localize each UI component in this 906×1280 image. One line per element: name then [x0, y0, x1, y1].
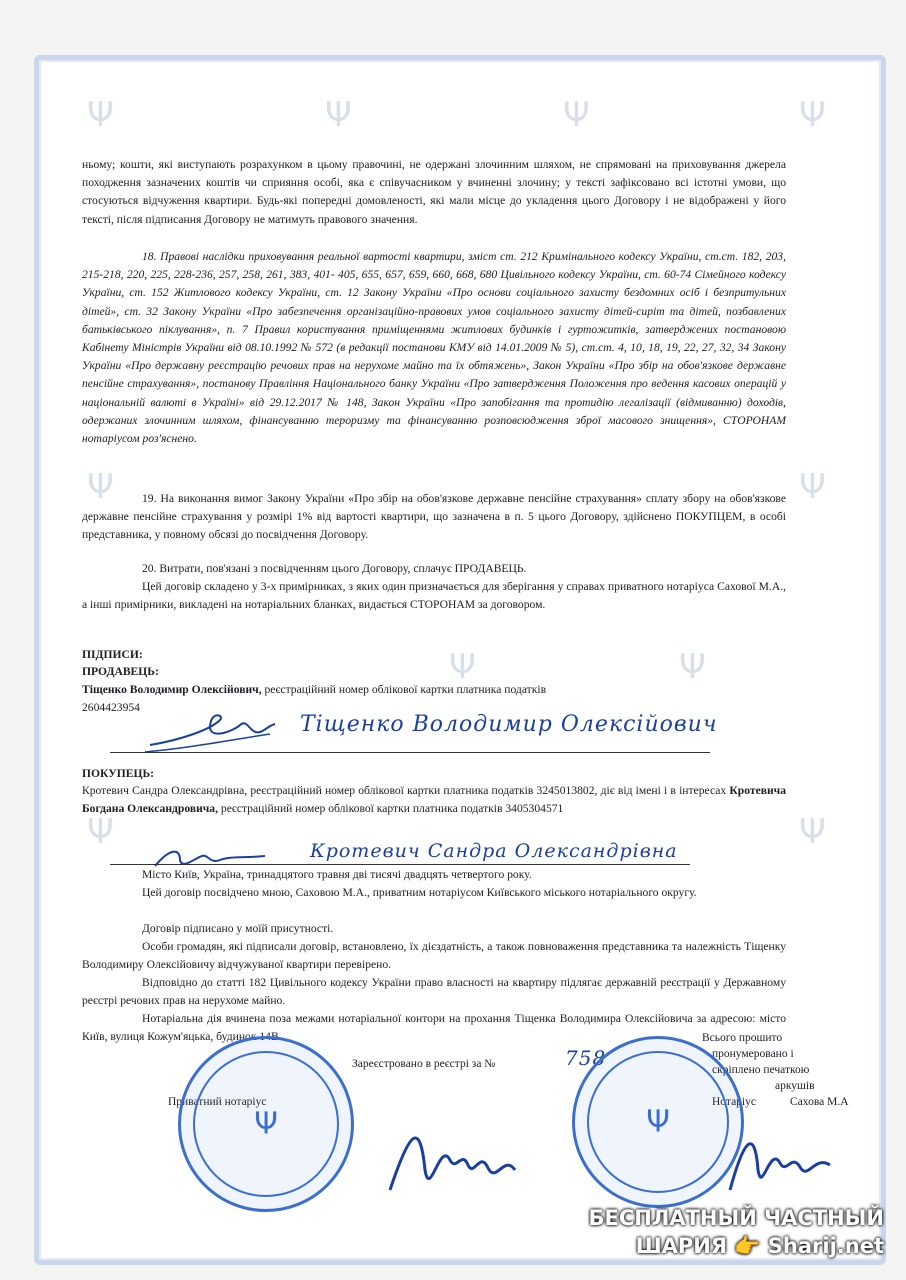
- seller-tax-number: 2604423954: [82, 701, 140, 714]
- trident-watermark-icon: Ψ: [87, 812, 114, 852]
- trident-watermark-icon: Ψ: [679, 647, 706, 687]
- notary-identities-verified: Особи громадян, які підписали договір, встановлено, їх дієздатність, а також повноваження представника та належність Тіщенку Володимиру Олексійовичу відчужуваної квартири перевірено.: [82, 940, 786, 972]
- paragraph-19: 19. На виконання вимог Закону України «Про збір на обов'язкове державне пенсійне страхування» сплату збору на обов'язкове державне пенсійне страхування у розмірі 1% від вартості квартири, що зазначена в п. 5 цього Договору, здійснено ПОКУПЦЕМ, в особі представника, у повному обсязі до посвідчення Договору.: [82, 492, 786, 542]
- signatures-heading: ПІДПИСИ:: [82, 648, 143, 661]
- paragraph-copies: Цей договір складено у 3-х примірниках, з яких один призначається для зберігання у справах приватного нотаріуса Сахової М.А., а інші примірники, викладені на нотаріальних бланках, видається СТОРОНАМ за договором.: [82, 580, 786, 612]
- watermark-line-1: БЕСПЛАТНЫЙ ЧАСТНЫЙ: [588, 1206, 884, 1230]
- private-notary-label: Приватний нотаріус: [168, 1096, 267, 1108]
- trident-watermark-icon: Ψ: [87, 467, 114, 507]
- trident-watermark-icon: Ψ: [87, 95, 114, 135]
- trident-watermark-icon: Ψ: [799, 95, 826, 135]
- site-watermark: [589, 1204, 884, 1260]
- stitched-line-2: пронумеровано і: [712, 1048, 794, 1060]
- registry-number: 758: [565, 1046, 607, 1070]
- notary-stamp-right: [572, 1036, 744, 1208]
- buyer-principal: Кротевича Богдана Олександровича,: [82, 784, 786, 816]
- buyer-signature-line: [110, 864, 690, 865]
- paragraph-18: 18. Правові наслідки приховування реальної вартості квартири, зміст ст. 212 Кримінального кодексу України, ст.ст. 182, 203, 215-218, 220, 225, 228-236, 257, 258, 261, 383, 401- 405, 655, 657, 659, 660, 668, 680 Цивільного кодексу України, ст. 60-74 Сімейного кодексу України, ст. 152 Житлового кодексу України, ст. 12 Закону України «Про основи соціального захисту бездомних осіб і безпритульних дітей», ст. 32 Закону України «Про забезпечення організаційно-правових умов соціального захисту дітей-сиріт та дітей, позбавлених батьківського піклування», п. 7 Правил користування приміщеннями житлових будинків і гуртожитків, затверджених постановою Кабінету Міністрів України від 08.10.1992 № 572 (в редакції постанови КМУ від 14.01.2009 № 5), ст.ст. 4, 10, 18, 19, 22, 27, 32, 34 Закону України «Про державну реєстрацію речових прав на нерухоме майно та їх обтяжень», Закон України «Про збір на обов'язкове державне пенсійне страхування», постанову Правління Національного банку України «Про затвердження Положення про ведення касових операцій у національній валюті в Україні» від 29.12.2017 № 148, Закон України «Про запобігання та протидію легалізації (відмиванню) доходів, одержаних злочинним шляхом, фінансуванню тероризму та фінансуванню розповсюдження зброї масового знищення», СТОРОНАМ нотаріусом роз'яснено.: [82, 250, 786, 446]
- stitched-line-1: Всього прошито: [702, 1032, 783, 1044]
- buyer-title: ПОКУПЕЦЬ:: [82, 767, 155, 780]
- notary-state-registration: Відповідно до статті 182 Цивільного кодексу України право власності на квартиру підлягає державній реєстрації у Державному реєстрі речових прав на нерухоме майно.: [82, 976, 786, 1008]
- trident-watermark-icon: Ψ: [325, 95, 352, 135]
- notary-signature-left-icon: [380, 1110, 530, 1210]
- trident-watermark-icon: Ψ: [563, 95, 590, 135]
- seller-title: ПРОДАВЕЦЬ:: [82, 665, 159, 678]
- seller-name: Тіщенко Володимир Олексійович,: [82, 683, 262, 696]
- notary-off-premises: Нотаріальна дія вчинена поза межами нотаріальної контори на прохання Тіщенка Володимира Олексійовича за адресою: місто Київ, вулиця Кожум'яцька, будинок 14В.: [82, 1012, 786, 1044]
- stamp-trident-icon: Ψ: [254, 1106, 278, 1142]
- notary-stamp-left: [178, 1036, 354, 1212]
- notary-place-date: Місто Київ, Україна, тринадцятого травня дві тисячі двадцять четвертого року.: [142, 868, 532, 881]
- notary-certified-by: Цей договір посвідчено мною, Саховою М.А., приватним нотаріусом Київського міського нотаріального округу.: [142, 886, 697, 899]
- registry-label: Зареєстровано в реєстрі за №: [352, 1058, 496, 1070]
- buyer-details: [82, 782, 786, 818]
- trident-watermark-icon: Ψ: [449, 647, 476, 687]
- notary-name: Сахова М.А: [790, 1096, 849, 1108]
- stitched-line-5: Нотаріус: [712, 1096, 756, 1108]
- paragraph-intro: ньому; кошти, які виступають розрахунком в цьому правочині, не одержані злочинним шляхом, не спрямовані на приховування джерела походження зазначених коштів чи сприяння особі, яка є співучасником у вчиненні злочину; у тексті зафіксовано всі істотні умови, що стосуються відчуження квартири. Будь-які попередні домовленості, які мали місце до укладення цього Договору і не відображені у його тексті, після підписання Договору не матимуть правового значення.: [82, 158, 786, 226]
- stamp-trident-icon: Ψ: [646, 1104, 670, 1140]
- paragraph-20: 20. Витрати, пов'язані з посвідченням цього Договору, сплачує ПРОДАВЕЦЬ.: [142, 562, 527, 575]
- stitched-line-4: аркушів: [775, 1080, 815, 1092]
- seller-signature-line: [110, 752, 710, 753]
- buyer-text-b: реєстраційний номер облікової картки платника податків 3405304571: [218, 802, 564, 816]
- notary-signature-right-icon: [720, 1115, 840, 1205]
- buyer-handwritten-signature: Кротевич Сандра Олександрівна: [310, 840, 678, 862]
- trident-watermark-icon: Ψ: [799, 467, 826, 507]
- buyer-text-a: Кротевич Сандра Олександрівна, реєстраційний номер облікової картки платника податків 3245013802, діє від імені і в інтересах: [82, 784, 730, 797]
- seller-handwritten-signature: Тіщенко Володимир Олексійович: [300, 712, 718, 737]
- seller-scribble-icon: [140, 700, 280, 760]
- seller-details: [82, 681, 786, 699]
- notary-signed-presence: Договір підписано у моїй присутності.: [142, 922, 334, 935]
- trident-watermark-icon: Ψ: [799, 812, 826, 852]
- seller-tax-label: реєстраційний номер облікової картки платника податків: [261, 683, 547, 696]
- watermark-line-2: ШАРИЯ 👉 Sharij.net: [635, 1234, 884, 1258]
- stitched-line-3: скріплено печаткою: [712, 1064, 810, 1076]
